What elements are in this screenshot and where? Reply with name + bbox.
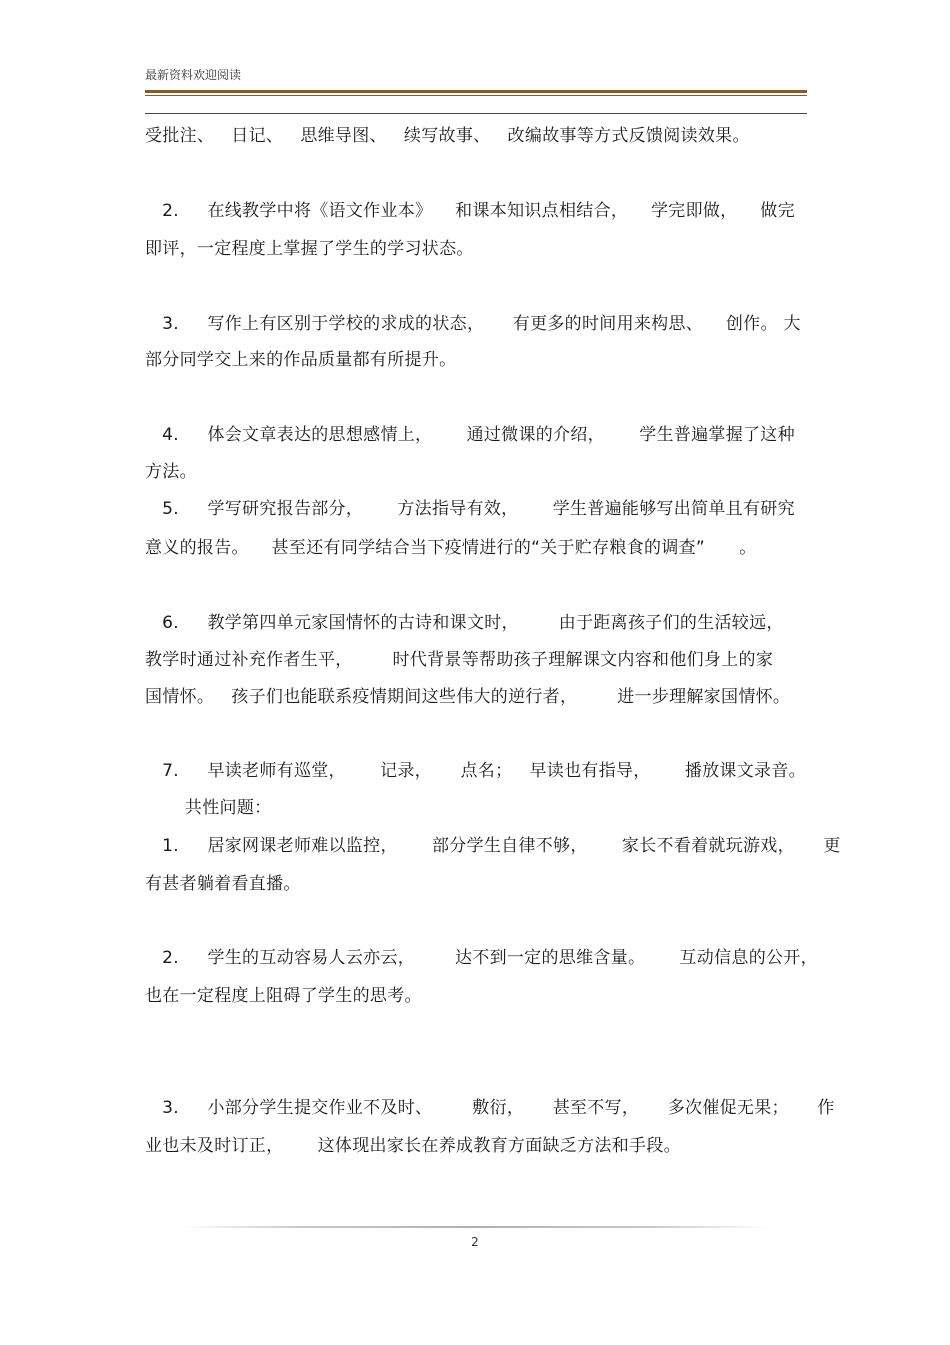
text-line: 国情怀。 孩子们也能联系疫情期间这些伟大的逆行者， 进一步理解家国情怀。 [145,687,791,707]
footer-rule [183,1226,768,1228]
text-line: 方法。 [145,462,197,482]
text-line: 共性问题： [145,798,272,818]
text-line: 6. 教学第四单元家国情怀的古诗和课文时， 由于距离孩子们的生活较远， [145,613,784,633]
text-line: 5. 学写研究报告部分， 方法指导有效， 学生普遍能够写出简单且有研究 [145,499,795,519]
text-line: 2. 学生的互动容易人云亦云， 达不到一定的思维含量。 互动信息的公开， [145,948,818,968]
text-line: 4. 体会文章表达的思想感情上， 通过微课的介绍， 学生普遍掌握了这种 [145,425,795,445]
text-line: 即评，一定程度上掌握了学生的学习状态。 [145,239,474,259]
header-text: 最新资料欢迎阅读 [145,68,242,82]
text-line: 受批注、 日记、 思维导图、 续写故事、 改编故事等方式反馈阅读效果。 [145,126,750,146]
text-line: 7. 早读老师有巡堂， 记录， 点名； 早读也有指导， 播放课文录音。 [145,761,806,781]
text-line: 2. 在线教学中将《语文作业本》 和课本知识点相结合， 学完即做， 做完 [145,201,795,221]
text-line: 部分同学交上来的作品质量都有所提升。 [145,350,457,370]
text-line: 3. 小部分学生提交作业不及时、 敷衍， 甚至不写， 多次催促无果； 作 [145,1098,835,1118]
header-rule-thick [145,90,807,93]
page-number: 2 [471,1235,479,1249]
text-line: 1. 居家网课老师难以监控， 部分学生自律不够， 家长不看着就玩游戏， 更 [145,836,841,856]
text-line: 意义的报告。 甚至还有同学结合当下疫情进行的“关于贮存粮食的调查” 。 [145,538,757,558]
text-line: 业也未及时订正， 这体现出家长在养成教育方面缺乏方法和手段。 [145,1136,681,1156]
text-line: 3. 写作上有区别于学校的求成的状态， 有更多的时间用来构思、 创作。 大 [145,314,801,334]
header-rule-mid [145,95,807,96]
text-line: 教学时通过补充作者生平， 时代背景等帮助孩子理解课文内容和他们身上的家 [145,650,774,670]
header-rule-bottom [145,113,807,114]
text-line: 也在一定程度上阻碍了学生的思考。 [145,986,422,1006]
text-line: 有甚者躺着看直播。 [145,874,301,894]
